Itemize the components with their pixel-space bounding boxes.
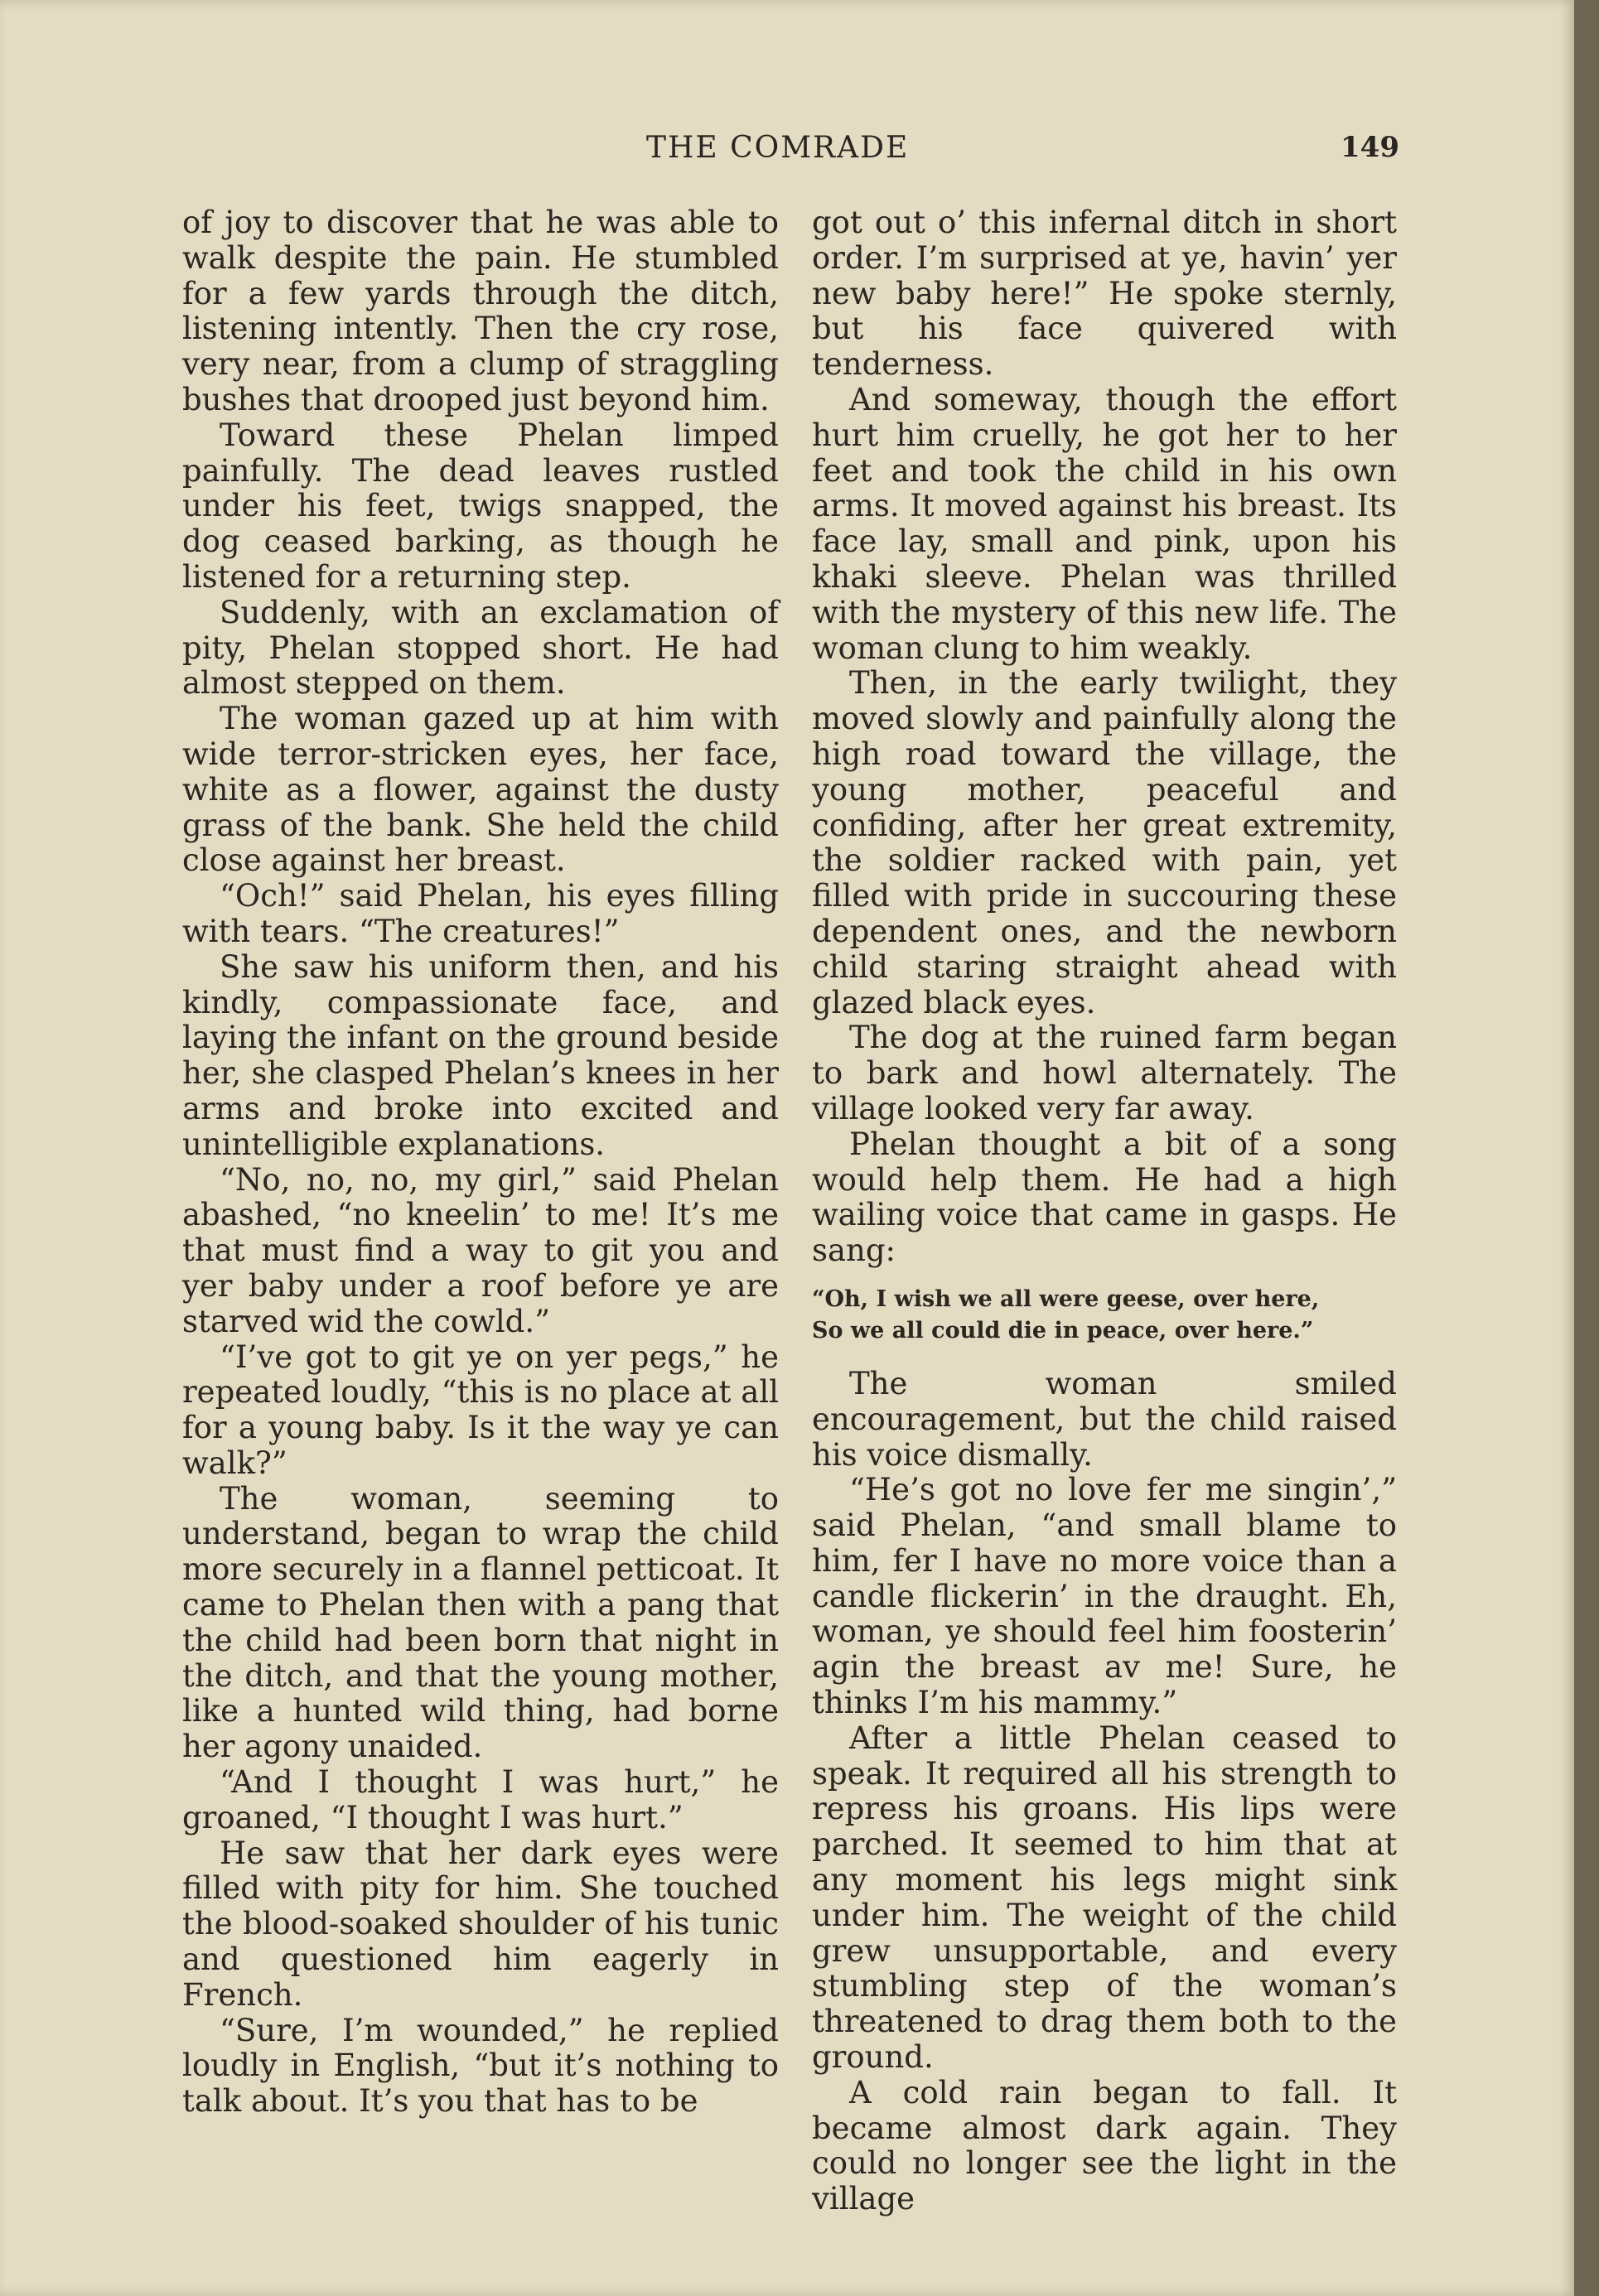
paragraph: After a little Phelan ceased to speak. It required all his strength to repress his groans. His lips were parched. It seemed to him that at any moment his legs might sink under him. The weight of the child grew unsupportable, and every stumbling step of the woman’s threatened to drag them both to the ground. bbox=[812, 1720, 1397, 2076]
paragraph: The dog at the ruined farm began to bark and howl alternately. The village looked very far away. bbox=[812, 1020, 1397, 1126]
paragraph: “No, no, no, my girl,” said Phelan abashed, “no kneelin’ to me! It’s me that must find a way to git you and yer baby under a roof before ye are starved wid the cowld.” bbox=[182, 1161, 779, 1339]
paragraph: He saw that her dark eyes were filled with pity for him. She touched the blood-soaked shoulder of his tunic and questioned him eagerly in French. bbox=[182, 1835, 779, 2013]
paragraph: got out o’ this infernal ditch in short order. I’m surprised at ye, havin’ yer new baby here!” He spoke sternly, but his face quivered with tenderness. bbox=[812, 205, 1397, 383]
song-verse bbox=[812, 1284, 1397, 1347]
paragraph: “Och!” said Phelan, his eyes filling with tears. “The creatures!” bbox=[182, 878, 779, 949]
paragraph: of joy to discover that he was able to walk despite the pain. He stumbled for a few yards through the ditch, listening intently. Then the cry rose, very near, from a clump of straggling bushes that drooped just beyond him. bbox=[182, 205, 779, 417]
paragraph: Then, in the early twilight, they moved slowly and painfully along the high road toward the village, the young mother, peaceful and confiding, after her great extremity, the soldier racked with pain, yet filled with pride in succouring these dependent ones, and the newborn child staring straight ahead with glazed black eyes. bbox=[812, 665, 1397, 1020]
right-column bbox=[812, 205, 1397, 2217]
paragraph: “I’ve got to git ye on yer pegs,” he repeated loudly, “this is no place at all for a young baby. Is it the way ye can walk?” bbox=[182, 1339, 779, 1481]
page-number: 149 bbox=[1341, 131, 1399, 164]
verse-line: So we all could die in peace, over here.” bbox=[812, 1317, 1314, 1343]
paragraph: Toward these Phelan limped painfully. The dead leaves rustled under his feet, twigs snapped, the dog ceased barking, as though he listened for a returning step. bbox=[182, 417, 779, 595]
paragraph: “He’s got no love fer me singin’,” said Phelan, “and small blame to him, fer I have no more voice than a candle flickerin’ in the draught. Eh, woman, ye should feel him foosterin’ agin the breast av me! Sure, he thinks I’m his mammy.” bbox=[812, 1472, 1397, 1721]
running-title: THE COMRADE bbox=[646, 131, 910, 165]
paragraph: She saw his uniform then, and his kindly, compassionate face, and laying the infant on the ground beside her, she clasped Phelan’s knees in her arms and broke into excited and unintelligible explanations. bbox=[182, 948, 779, 1162]
page-edge bbox=[1574, 0, 1599, 2296]
paragraph: The woman gazed up at him with wide terror-stricken eyes, her face, white as a flower, against the dusty grass of the bank. She held the child close against her breast. bbox=[182, 701, 779, 879]
paragraph: A cold rain began to fall. It became almost dark again. They could no longer see the light in the village bbox=[812, 2074, 1397, 2217]
page-header bbox=[0, 131, 1574, 172]
paragraph: Suddenly, with an exclamation of pity, Phelan stopped short. He had almost stepped on them. bbox=[182, 594, 779, 702]
paragraph: Phelan thought a bit of a song would help them. He had a high wailing voice that came in gasps. He sang: bbox=[812, 1126, 1397, 1269]
paragraph: “And I thought I was hurt,” he groaned, “I thought I was hurt.” bbox=[182, 1764, 779, 1835]
paragraph: The woman, seeming to understand, began to wrap the child more securely in a flannel petticoat. It came to Phelan then with a pang that the child had been born that night in the ditch, and that the young mother, like a hunted wild thing, had borne her agony unaided. bbox=[182, 1480, 779, 1765]
verse-line: “Oh, I wish we all were geese, over here, bbox=[812, 1285, 1320, 1312]
paragraph: “Sure, I’m wounded,” he replied loudly in English, “but it’s nothing to talk about. It’s you that has to be bbox=[182, 2012, 779, 2120]
left-column bbox=[182, 205, 779, 2120]
paragraph: And someway, though the effort hurt him cruelly, he got her to her feet and took the child in his own arms. It moved against his breast. Its face lay, small and pink, upon his khaki sleeve. Phelan was thrilled with the mystery of this new life. The woman clung to him weakly. bbox=[812, 381, 1397, 666]
paragraph: The woman smiled encouragement, but the child raised his voice dismally. bbox=[812, 1365, 1397, 1473]
